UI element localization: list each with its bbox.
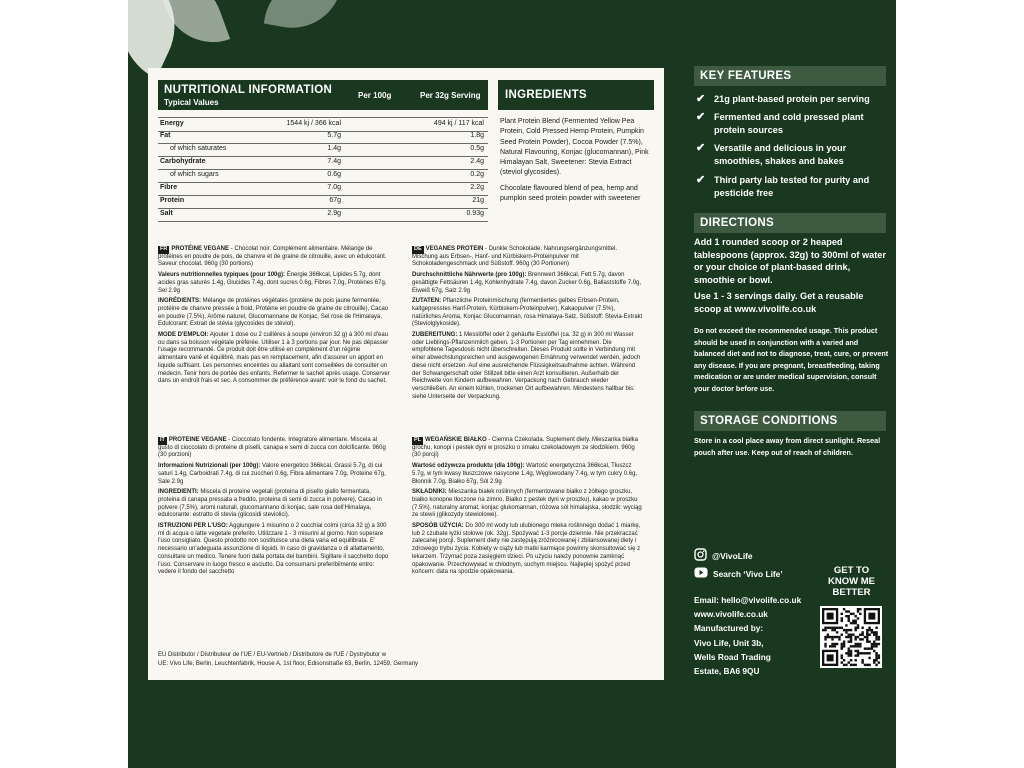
lang-block-fr: FR PROTÉINE VEGANE - Chocolat noir. Complément alimentaire. Mélange de protéines en poudre de pois, de chanvre et de graine de citrouille, avec un édulcorant. Saveur chocolat. 960g (30 portions) Valeurs nutritionnelles typiques (pour 100g): Énergie 366kcal, Lipides 5.7g, dont acides gras saturés 1.4g, Glucides 7.4g, dont sucres 0.6g, Fibres 7.0g, Protéines 67g, Sel 2.9g INGRÉDIENTS: Mélange de protéines végétales (protéine de pois jaune fermentée, protéine de chanvre pressée à froid, Protéine en poudre de graine de citrouille), Cacao en poudre (7.5%), Arôme naturel, Glucomannane de Konjac, Sel rose de l'Himalaya, Edulcorant: Extrait de stévia (glycosides de stéviol). MODE D'EMPLOI: Ajouter 1 dose ou 2 cuillères à soupe (environ 32 g) à 300 ml d'eau ou dans sa boisson végétale préférée. Utiliser 1 à 3 portions par jour. Ne pas dépasser l'usage recommandé. Ce produit doit être utilisé en complément d'un régime alimentaire varié et équilibré, mais pas en remplacement, afin d'assurer un apport en liquide suffisant. Les personnes enceintes ou allaitant sont conseillées de consulter un médecin. Tenir hors de portée des enfants. Refermer le sachet après usage. Conserver dans un endroit frais et sec. A consommer de préférence avant: voir le fond du sachet. — [158, 246, 390, 385]
nutrition-name: of which sugars — [170, 171, 219, 178]
nutrition-per-serving: 2.2g — [470, 184, 484, 191]
nutrition-per100: 5.7g — [327, 132, 341, 139]
nutrition-per100: 7.0g — [327, 184, 341, 191]
lang-tag-de: DE — [414, 246, 422, 252]
lang-block-pl: PL WEGAŃSKIE BIAŁKO - Ciemna Czekolada. Suplement diety. Mieszanka białka grochu, konopi i pestek dyni w proszku o smaku czekoladowym ze słodzikiem. 960g (30 porcji) Wartość odżywcza produktu (dla 100g): Wartość energetyczna 366kcal, Tłuszcz 5.7g, w tym kwasy tłuszczowe nasycone 1.4g, Węglowodany 7.4g, w tym cukry 0.6g, Błonnik 7.0g, Białko 67g, Sól 2.9g SKŁADNIKI: Mieszanka białek roślinnych (fermentowane białko z żółtego groszku, białko konopne tłoczone na zimno, Białko z pestek dyni w proszku), kakao w proszku (7.5%), naturalny aromat, konjac glukomannan, różowa sól himalajska, słodzik: wyciąg ze stewii (glikozydy stewiolowe). SPOSÓB UŻYCIA: Do 300 ml wody lub ulubionego mleka roślinnego dodać 1 miarkę, lub 2 czubate łyżki stołowe (ok. 32g). Spożywać 1-3 porcje dziennie. Nie przekraczać zalecanej porcji. Suplement diety nie zastępują zróżnicowanej i zbilansowanej diety i zdrowego trybu życia. Kobiety w ciąży lub matki karmiące powinny skonsultować się z lekarzem. Trzymać poza zasięgiem dzieci. Po użyciu należy ponownie zamknąć opakowanie. Przechowywać w chłodnym, suchym miejscu. Najlepiej spożyć przed końcem: data na spodzie opakowania. — [412, 437, 642, 576]
directions-title: DIRECTIONS — [700, 217, 774, 229]
nutrition-name: Protein — [160, 197, 185, 204]
contact-web: www.vivolife.co.uk — [694, 609, 768, 620]
nutrition-per100: 0.6g — [327, 171, 341, 178]
address-line: Estate, BA6 9QU — [694, 666, 760, 677]
nutrition-row — [158, 169, 488, 183]
directions-warning: Do not exceed the recommended usage. This product should be used in conjunction with a varied and balanced diet and not to diagnose, treat, cure, or prevent any disease. If you are pregnant, breastfeeding, taking medication or are under medical supervision, consult your doctor before use. — [694, 326, 889, 393]
leaf-decoration — [264, 0, 342, 36]
ingredients-title: INGREDIENTS — [505, 89, 587, 101]
nutrition-subtitle: Typical Values — [164, 98, 219, 107]
nutrition-row — [158, 143, 488, 157]
directions-header — [694, 213, 886, 233]
key-features-title: KEY FEATURES — [700, 70, 792, 82]
check-icon: ✔ — [696, 111, 706, 123]
nutrition-name: of which saturates — [170, 145, 227, 152]
nutrition-col-serving: Per 32g Serving — [420, 91, 481, 100]
nutrition-name: Fibre — [160, 184, 178, 191]
manufactured-label: Manufactured by: — [694, 623, 764, 634]
nutrition-name: Fat — [160, 132, 171, 139]
nutrition-per-serving: 0.5g — [470, 145, 484, 152]
qr-code — [820, 606, 882, 668]
nutrition-col-per100: Per 100g — [358, 91, 392, 100]
lang-tag-it: IT — [160, 437, 165, 443]
nutrition-per100: 1544 kj / 366 kcal — [286, 120, 341, 127]
nutrition-per-serving: 0.2g — [470, 171, 484, 178]
storage-text: Store in a cool place away from direct sunlight. Reseal pouch after use. Keep out of reach of children. — [694, 436, 881, 457]
get-to-know-heading: GET TO KNOW ME BETTER — [828, 565, 875, 598]
nutrition-title: NUTRITIONAL INFORMATION — [164, 84, 333, 96]
address-line: Wells Road Trading — [694, 651, 771, 662]
lang-block-it: IT PROTEINE VEGANE - Cioccolato fondente. Integratore alimentare. Miscela al gusto di cioccolato di proteine di piselli, canapa e semi di zucca con dolcificante. 960g (30 porzioni) Informazioni Nutrizionali (per 100g): Valore energetico 366kcal, Grassi 5.7g, di cui saturi 1.4g, Carboidrati 7.4g, di cui zuccheri 0.6g, Fibra alimentare 7.0g, Proteine 67g, Sale 2.9g INGREDIENTI: Miscela di proteine vegetali (proteina di pisello giallo fermentata, proteina di canapa pressata a freddo, proteina di semi di zucca in polvere), Cacao in polvere (7.5%), aromi naturali, glucomannano di konjac, sale rosa dell'Himalaya, edulcorante: estratto di stevia (glicosidi steviolici). ISTRUZIONI PER L'USO: Aggiungere 1 misurino o 2 cucchiai colmi (circa 32 g) a 300 ml di acqua o latte vegetale preferito. Utilizzare 1 - 3 misurini al giorno. Non superare l'uso consigliato. Questo prodotto non sostituisce una dieta varia ed equilibrata. E' necessario un'adeguata assunzione di liquidi. In caso di gravidanza o di allattamento, consultare un medico. Tenere fuori dalla portata dei bambini. Sigillare il sacchetto dopo l'uso. Conservare in luogo fresco e asciutto. Da consumarsi preferibilmente entro: vedere il fondo del sacchetto — [158, 437, 389, 576]
youtube-icon — [694, 567, 708, 578]
qr-code-icon — [820, 606, 882, 668]
nutrition-row — [158, 208, 488, 222]
nutrition-row — [158, 182, 488, 196]
nutrition-per100: 7.4g — [327, 158, 341, 165]
contact-block — [694, 593, 824, 678]
nutrition-per100: 2.9g — [327, 210, 341, 217]
nutrition-name: Energy — [160, 120, 184, 127]
nutrition-row — [158, 156, 488, 170]
storage-header — [694, 411, 886, 431]
nutrition-per-serving: 494 kj / 117 kcal — [433, 120, 484, 127]
ingredients-description: Chocolate flavoured blend of pea, hemp and pumpkin seed protein powder with sweetener — [500, 185, 641, 203]
lang-tag-pl: PL — [414, 437, 422, 443]
check-icon: ✔ — [696, 174, 706, 186]
ingredients-text: Plant Protein Blend (Fermented Yellow Pea Protein, Cold Pressed Hemp Protein, Pumpkin Seed Protein Powder), Cocoa Powder (7.5%), Natural Flavouring, Konjac (glucomannan), Pink Himalayan Salt, Sweetener: Stevia Extract (steviol glycosides). — [500, 118, 649, 177]
lang-block-de: DE VEGANES PROTEIN - Dunkle Schokolade. Nahrungsergänzungsmittel. Mischung aus Erbsen-, Hanf- und Kürbiskern-Proteinpulver mit Schokoladengeschmack und Süßstoff. 960g (30 Portionen) Durchschnittliche Nährwerte (pro 100g): Brennwert 366kcal, Fett 5.7g, davon gesättigte Fettsäuren 1.4g, Kohlenhydrate 7.4g, davon Zucker 0.6g, Ballaststoffe 7.0g, Eiweiß 67g, Salz 2.9g ZUTATEN: Pflanzliche Proteinmischung (fermentiertes gelbes Erbsen-Protein, kaltgepresstes Hanf-Protein, Kürbiskern-Proteinpulver), Kakaopulver (7.5%), natürliches Aroma, Konjac Glucomannan, rosa Himalaya-Salz, Süßstoff: Stevia-Extrakt (Steviolglykoside). ZUBEREITUNG: 1 Messlöffel oder 2 gehäufte Esslöffel (ca. 32 g) in 300 ml Wasser oder Lieblings-Pflanzenmilch geben. 1-3 Portionen per Tag einnehmen. Die empfohlene Tagesdosis nicht überschreiten. Dieses Produkt sollte in Verbindung mit einer abwechslungsreichen und ausgewogenen Ernährung verwendet werden, jedoch diese nicht ersetzen. Auf eine ausreichende Flüssigkeitsaufnahme achten. Während der Schwangerschaft oder Stillzeit bitte einen Arzt konsultieren. Außerhalb der Reichweite von Kindern aufbewahren. Verpackung nach Gebrauch wieder verschließen. An einem kühlen, trockenen Ort aufbewahren. Mindestens haltbar bis: siehe Unterseite der Verpackung. — [412, 246, 643, 400]
ingredients-header — [498, 80, 654, 110]
nutrition-per-serving: 0.93g — [466, 210, 484, 217]
nutrition-name: Salt — [160, 210, 173, 217]
check-icon: ✔ — [696, 142, 706, 154]
address-line: Vivo Life, Unit 3b, — [694, 637, 764, 648]
check-icon: ✔ — [696, 93, 706, 105]
lang-tag-fr: FR — [160, 246, 168, 252]
storage-title: STORAGE CONDITIONS — [700, 415, 838, 427]
key-features-header — [694, 66, 886, 86]
nutrition-per-serving: 21g — [472, 197, 484, 204]
eu-distributor: EU Distributor / Distributeur de l'UE / EU-Vertrieb / Distributore de l'UE / Dystrybutor w UE: Vivo Life, Berlin, Leuchtenfabrik, House A, 1st floor, Edisonstraße 63, Berlin, 12459, Germany — [158, 652, 419, 667]
nutrition-header — [158, 80, 488, 110]
nutrition-per100: 1.4g — [327, 145, 341, 152]
nutrition-row — [158, 130, 488, 144]
youtube-search: Search ‘Vivo Life’ — [713, 569, 783, 579]
instagram-handle: @VivoLife — [712, 551, 753, 561]
directions-text: Add 1 rounded scoop or 2 heaped tablespoons (approx. 32g) to 300ml of water or your choice of plant-based drink, smoothie or bowl. Use 1 - 3 servings daily. Get a reusable scoop at www.vivolife.co.uk — [694, 237, 886, 314]
instagram-row — [694, 548, 753, 561]
nutrition-per-serving: 2.4g — [470, 158, 484, 165]
contact-email: Email: hello@vivolife.co.uk — [694, 595, 802, 605]
instagram-icon — [694, 548, 707, 561]
nutrition-name: Carbohydrate — [160, 158, 206, 165]
youtube-row — [694, 567, 783, 579]
nutrition-per100: 67g — [329, 197, 341, 204]
nutrition-per-serving: 1.8g — [470, 132, 484, 139]
nutrition-row — [158, 195, 488, 209]
